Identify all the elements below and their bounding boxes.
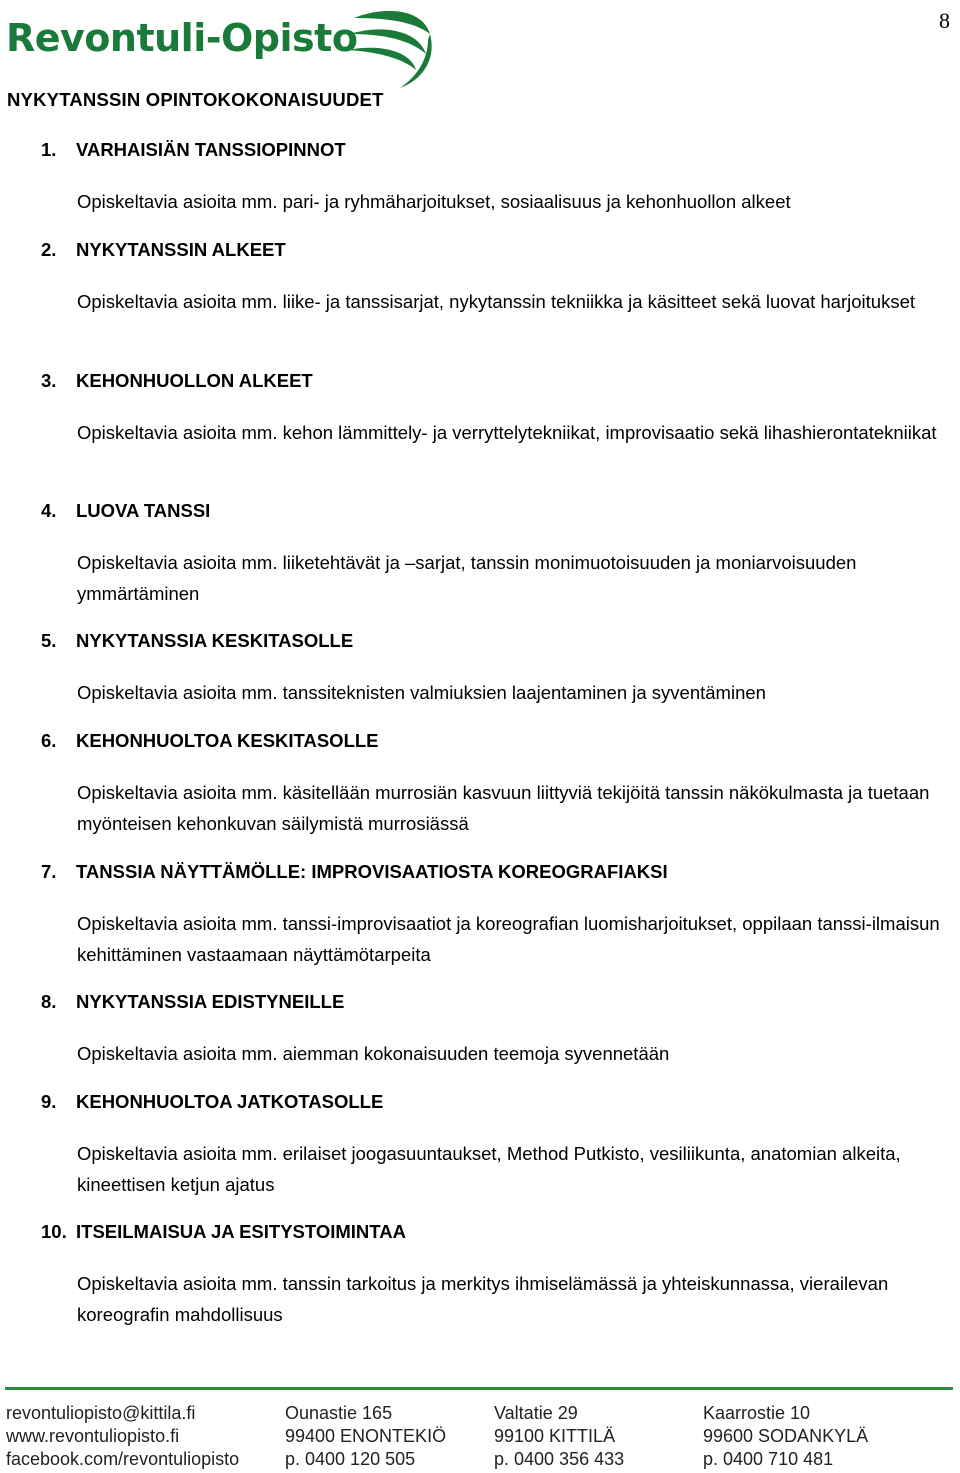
section-number: 8.	[41, 991, 57, 1012]
section-title: LUOVA TANSSI	[76, 500, 211, 521]
section-heading	[41, 991, 344, 1013]
section-title: KEHONHUOLTOA KESKITASOLLE	[76, 730, 379, 751]
footer-phone: p. 0400 356 433	[494, 1449, 625, 1469]
section-number: 10.	[41, 1221, 67, 1242]
section-body: Opiskeltavia asioita mm. tanssiteknisten valmiuksien laajentaminen ja syventäminen	[77, 682, 766, 703]
footer-street: Valtatie 29	[494, 1403, 578, 1423]
section-body: Opiskeltavia asioita mm. liike- ja tanssisarjat, nykytanssin tekniikka ja käsitteet sekä luovat harjoitukset	[77, 291, 915, 312]
footer-facebook-link[interactable]: facebook.com/revontuliopisto	[6, 1449, 240, 1469]
section-heading	[41, 730, 379, 752]
footer-address-enontekio	[285, 1402, 446, 1471]
section-body: Opiskeltavia asioita mm. pari- ja ryhmäharjoitukset, sosiaalisuus ja kehonhuollon alkeet	[77, 191, 791, 212]
footer-address-kittila	[494, 1402, 624, 1471]
section-title: NYKYTANSSIA EDISTYNEILLE	[76, 991, 345, 1012]
section-body: Opiskeltavia asioita mm. erilaiset joogasuuntaukset, Method Putkisto, vesiliikunta, anatomian alkeita, kineettisen ketjun ajatus	[77, 1143, 901, 1195]
footer-phone: p. 0400 120 505	[285, 1449, 416, 1469]
section-number: 9.	[41, 1091, 57, 1112]
section-body: Opiskeltavia asioita mm. tanssin tarkoitus ja merkitys ihmiselämässä ja yhteiskunnassa, vierailevan koreografin mahdollisuus	[77, 1273, 889, 1325]
section-title: NYKYTANSSIA KESKITASOLLE	[76, 630, 354, 651]
section-body: Opiskeltavia asioita mm. käsitellään murrosiän kasvuun liittyviä tekijöitä tanssin näkökulmasta ja tuetaan myönteisen kehonkuvan säilymistä murrosiässä	[77, 782, 930, 834]
section-heading	[41, 500, 210, 522]
section-title: TANSSIA NÄYTTÄMÖLLE: IMPROVISAATIOSTA KOREOGRAFIAKSI	[76, 861, 668, 882]
footer-address-sodankyla	[703, 1402, 868, 1471]
page-title: NYKYTANSSIN OPINTOKOKONAISUUDET	[7, 89, 384, 110]
section-heading	[41, 630, 353, 652]
section-title: NYKYTANSSIN ALKEET	[76, 239, 286, 260]
section-title: KEHONHUOLLON ALKEET	[76, 370, 313, 391]
northern-lights-logo-icon	[344, 4, 436, 90]
section-number: 6.	[41, 730, 57, 751]
footer-contact	[6, 1402, 239, 1471]
section-body: Opiskeltavia asioita mm. liiketehtävät ja –sarjat, tanssin monimuotoisuuden ja moniarvoisuuden ymmärtäminen	[77, 552, 857, 604]
section-heading	[41, 1221, 406, 1243]
footer-street: Kaarrostie 10	[703, 1403, 811, 1423]
logo	[6, 4, 436, 90]
section-title: VARHAISIÄN TANSSIOPINNOT	[76, 139, 346, 160]
section-number: 1.	[41, 139, 57, 160]
footer-phone: p. 0400 710 481	[703, 1449, 834, 1469]
footer-street: Ounastie 165	[285, 1403, 393, 1423]
section-number: 7.	[41, 861, 57, 882]
logo-wordmark: Revontuli-Opisto	[6, 16, 358, 60]
section-title: ITSEILMAISUA JA ESITYSTOIMINTAA	[76, 1221, 406, 1242]
section-heading	[41, 861, 668, 883]
section-number: 3.	[41, 370, 57, 391]
section-body: Opiskeltavia asioita mm. aiemman kokonaisuuden teemoja syvennetään	[77, 1043, 670, 1064]
section-heading	[41, 239, 286, 261]
section-title: KEHONHUOLTOA JATKOTASOLLE	[76, 1091, 384, 1112]
footer-postal: 99100 KITTILÄ	[494, 1426, 616, 1446]
footer-email-link[interactable]: revontuliopisto@kittila.fi	[6, 1403, 196, 1423]
section-number: 5.	[41, 630, 57, 651]
section-body: Opiskeltavia asioita mm. tanssi-improvisaatiot ja koreografian luomisharjoitukset, oppilaan tanssi-ilmaisun kehittäminen vastaamaan näyttämötarpeita	[77, 913, 940, 965]
section-heading	[41, 139, 346, 161]
section-number: 4.	[41, 500, 57, 521]
section-heading	[41, 370, 313, 392]
footer-divider	[5, 1387, 953, 1390]
page-number: 8	[939, 8, 950, 33]
section-body: Opiskeltavia asioita mm. kehon lämmittely- ja verryttelytekniikat, improvisaatio sekä lihashierontatekniikat	[77, 422, 937, 443]
section-heading	[41, 1091, 383, 1113]
footer-postal: 99600 SODANKYLÄ	[703, 1426, 869, 1446]
section-number: 2.	[41, 239, 57, 260]
footer-postal: 99400 ENONTEKIÖ	[285, 1426, 447, 1446]
footer-website-link[interactable]: www.revontuliopisto.fi	[6, 1426, 180, 1446]
